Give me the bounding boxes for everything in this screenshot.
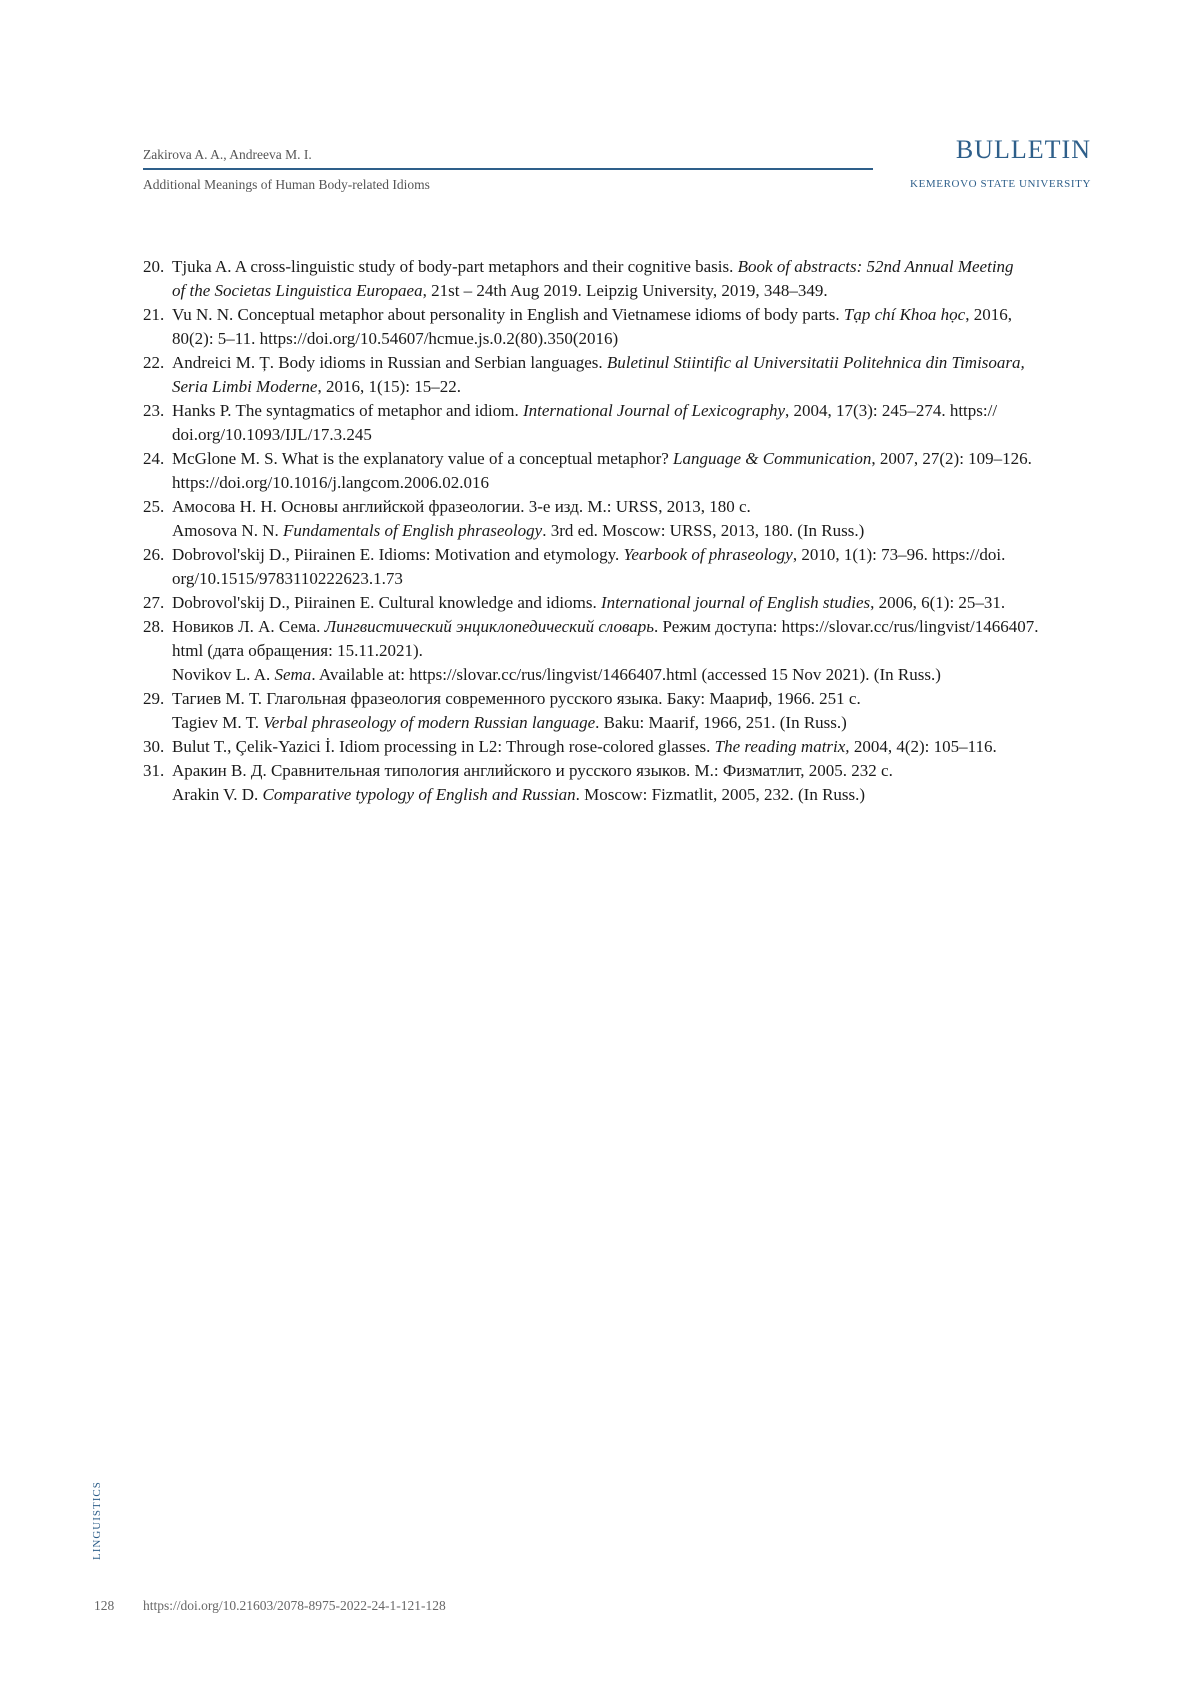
reference-text [172,543,1091,591]
reference-line [172,255,1091,279]
reference-number: 24. [143,449,165,468]
reference-line [172,543,1091,567]
reference-number: 21. [143,305,165,324]
reference-text [172,447,1091,495]
reference-number: 27. [143,593,165,612]
reference-line [172,423,1091,447]
reference-segment: Амосова Н. Н. Основы английской фразеологии. 3-е изд. М.: URSS, 2013, 180 с. [172,497,751,516]
reference-segment: . 3rd ed. Moscow: URSS, 2013, 180. (In Russ.) [542,521,865,540]
reference-line [172,447,1091,471]
reference-segment: . Baku: Maarif, 1966, 251. (In Russ.) [595,713,847,732]
journal-name: BULLETIN [955,135,1091,164]
reference-italic-segment: Sema [274,665,312,684]
reference-segment: , 2010, 1(1): 73–96. https://doi. [792,545,1006,564]
reference-item [143,615,1091,687]
reference-line [172,303,1091,327]
reference-line [172,615,1091,639]
reference-italic-segment: Book of abstracts: 52nd Annual Meeting [737,257,1014,276]
reference-number: 30. [143,737,165,756]
reference-text [172,351,1091,399]
reference-segment: Новиков Л. А. Сема. [172,617,325,636]
reference-number: 29. [143,689,165,708]
reference-italic-segment: Buletinul Stiintific al Universitatii Politehnica din Timisoara, [606,353,1025,372]
reference-segment: https://doi.org/10.1016/j.langcom.2006.02.016 [172,473,490,492]
reference-line [172,663,1091,687]
reference-line [172,567,1091,591]
reference-item [143,303,1091,351]
reference-text [172,399,1091,447]
reference-segment: Andreici M. Ț. Body idioms in Russian and Serbian languages. [172,353,607,372]
reference-italic-segment: Verbal phraseology of modern Russian language [263,713,596,732]
reference-line [172,279,1091,303]
reference-segment: , 2016, 1(15): 15–22. [317,377,461,396]
reference-line [172,399,1091,423]
reference-segment: 2004, 4(2): 105–116. [849,737,997,756]
reference-line [172,495,1091,519]
journal-subtitle: KEMEROVO STATE UNIVERSITY [910,178,1091,190]
reference-italic-segment: Comparative typology of English and Russian [262,785,576,804]
reference-line [172,735,1091,759]
reference-item [143,399,1091,447]
reference-text [172,687,1091,735]
reference-italic-segment: Yearbook of phraseology [623,545,793,564]
reference-segment: Vu N. N. Conceptual metaphor about personality in English and Vietnamese idioms of body parts. [172,305,844,324]
reference-line [172,351,1091,375]
reference-number: 28. [143,617,165,636]
reference-segment: , 2006, 6(1): 25–31. [870,593,1006,612]
reference-item [143,591,1091,615]
reference-segment: Arakin V. D. [172,785,263,804]
reference-italic-segment: International Journal of Lexicography [522,401,786,420]
reference-line [172,591,1091,615]
reference-line [172,471,1091,495]
reference-item [143,543,1091,591]
reference-line [172,687,1091,711]
reference-segment: McGlone M. S. What is the explanatory value of a conceptual metaphor? [172,449,674,468]
running-header [143,144,873,195]
journal-masthead [910,134,1091,192]
reference-segment: org/10.1515/9783110222623.1.73 [172,569,403,588]
reference-segment: . Режим доступа: https://slovar.cc/rus/lingvist/1466407. [654,617,1039,636]
reference-item [143,447,1091,495]
reference-number: 23. [143,401,165,420]
reference-item [143,735,1091,759]
reference-segment: doi.org/10.1093/IJL/17.3.245 [172,425,372,444]
reference-number: 25. [143,497,165,516]
reference-segment: . Moscow: Fizmatlit, 2005, 232. (In Russ.) [575,785,866,804]
reference-number: 22. [143,353,165,372]
reference-segment: Novikov L. A. [172,665,275,684]
reference-segment: . Available at: https://slovar.cc/rus/lingvist/1466407.html (accessed 15 Nov 2021). (In Russ.) [311,665,941,684]
reference-segment: , 2016, [965,305,1012,324]
reference-segment: Hanks P. The syntagmatics of metaphor and idiom. [172,401,523,420]
reference-item [143,495,1091,543]
reference-text [172,303,1091,351]
reference-text [172,495,1091,543]
reference-text [172,255,1091,303]
reference-item [143,351,1091,399]
reference-number: 26. [143,545,165,564]
reference-italic-segment: The reading matrix, [714,737,850,756]
reference-text [172,591,1091,615]
reference-italic-segment: International journal of English studies [600,593,871,612]
reference-italic-segment: Seria Limbi Moderne [172,377,318,396]
page-footer [94,1598,446,1614]
reference-line [172,711,1091,735]
reference-line [172,783,1091,807]
reference-segment: 80(2): 5–11. https://doi.org/10.54607/hcmue.js.0.2(80).350(2016) [172,329,619,348]
reference-segment: Dobrovol'skij D., Piirainen E. Idioms: Motivation and etymology. [172,545,624,564]
reference-segment: html (дата обращения: 15.11.2021). [172,641,423,660]
reference-segment: Tagiev M. T. [172,713,264,732]
reference-text [172,759,1091,807]
reference-italic-segment: of the Societas Linguistica Europaea [172,281,423,300]
page-number: 128 [94,1598,115,1613]
reference-segment: , 21st – 24th Aug 2019. Leipzig University, 2019, 348–349. [422,281,828,300]
reference-line [172,639,1091,663]
header-article-title: Additional Meanings of Human Body-related Idioms [143,177,430,192]
footer-doi-link[interactable]: https://doi.org/10.21603/2078-8975-2022-24-1-121-128 [143,1598,446,1613]
reference-line [172,327,1091,351]
reference-segment: , 2007, 27(2): 109–126. [871,449,1032,468]
reference-number: 31. [143,761,165,780]
reference-segment: Тагиев М. Т. Глагольная фразеология современного русского языка. Баку: Маариф, 1966. 251 с. [172,689,861,708]
reference-text [172,615,1091,687]
reference-segment: Tjuka A. A cross-linguistic study of body-part metaphors and their cognitive basis. [172,257,738,276]
reference-italic-segment: Tạp chí Khoa học [843,305,966,324]
reference-item [143,687,1091,735]
reference-segment: Bulut T., Çelik-Yazici İ. Idiom processing in L2: Through rose-colored glasses. [172,737,715,756]
reference-segment: Аракин В. Д. Сравнительная типология английского и русского языков. М.: Физматлит, 2005. 232 с. [172,761,893,780]
reference-list [143,255,1091,807]
reference-text [172,735,1091,759]
reference-segment: , 2004, 17(3): 245–274. https:// [785,401,998,420]
reference-italic-segment: Language & Communication [673,449,872,468]
reference-line [172,375,1091,399]
reference-italic-segment: Fundamentals of English phraseology [282,521,543,540]
reference-line [172,759,1091,783]
reference-segment: Amosova N. N. [172,521,283,540]
reference-italic-segment: Лингвистический энциклопедический словарь [324,617,655,636]
reference-item [143,255,1091,303]
section-side-label: LINGUISTICS [91,1481,103,1560]
reference-number: 20. [143,257,165,276]
reference-segment: Dobrovol'skij D., Piirainen E. Cultural knowledge and idioms. [172,593,601,612]
reference-item [143,759,1091,807]
reference-line [172,519,1091,543]
header-authors: Zakirova A. A., Andreeva M. I. [143,144,873,170]
